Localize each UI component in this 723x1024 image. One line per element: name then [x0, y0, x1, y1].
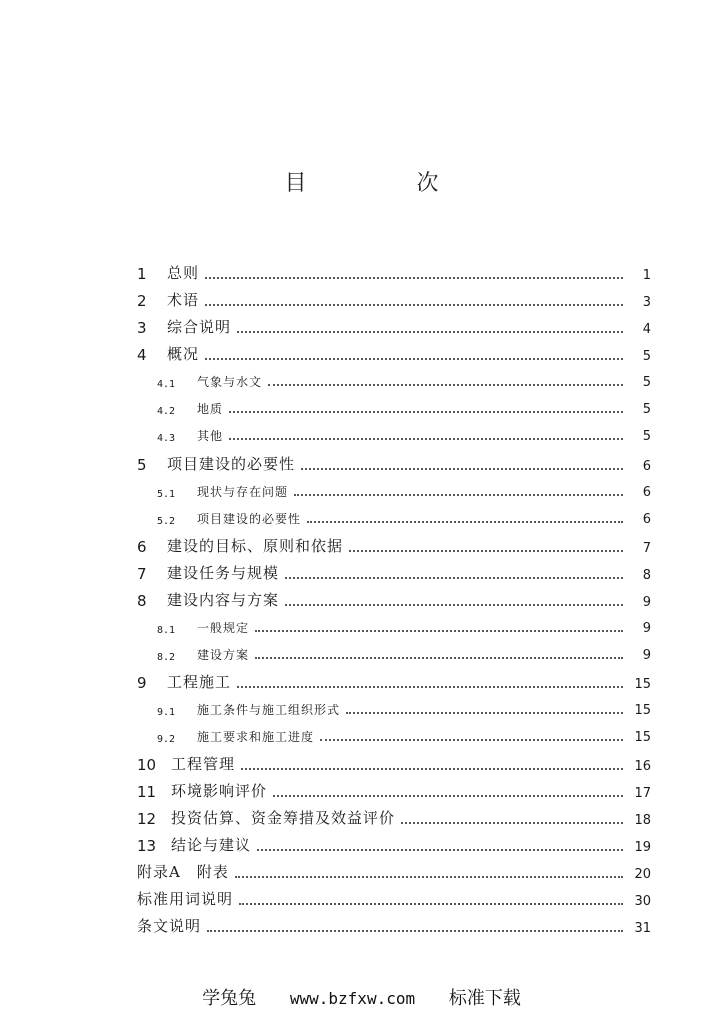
toc-number: 5: [137, 456, 147, 474]
toc-page: 4: [642, 322, 651, 337]
toc-label: 工程施工: [167, 673, 232, 691]
footer-url[interactable]: www.bzfxw.com: [289, 989, 416, 1008]
toc-leader: [257, 848, 623, 851]
toc-number: 4.3: [157, 433, 176, 444]
toc-leader: [273, 794, 623, 797]
toc-label: 综合说明: [167, 318, 232, 336]
toc-page: 18: [634, 813, 651, 828]
toc-entry-explanation[interactable]: [137, 915, 651, 936]
toc-subentry[interactable]: [137, 483, 651, 500]
toc-entry-appendix[interactable]: [137, 861, 651, 882]
toc-page: 1: [642, 268, 651, 283]
footer-slogan: 标准下载: [448, 988, 521, 1009]
toc-label: 建设的目标、原则和依据: [167, 537, 344, 555]
toc-page: 20: [634, 867, 651, 882]
toc-page: 15: [634, 703, 651, 718]
toc-leader: [229, 410, 623, 413]
toc-label: 一般规定: [197, 621, 250, 635]
toc-entry[interactable]: [137, 834, 651, 855]
toc-number: 9: [137, 674, 147, 692]
toc-subentry[interactable]: [137, 510, 651, 527]
toc-label: 概况: [167, 345, 200, 363]
toc-label: 气象与水文: [197, 375, 263, 389]
toc-label: 结论与建议: [171, 836, 252, 854]
toc-page: 16: [634, 759, 651, 774]
page-title: 目 次: [284, 171, 483, 196]
toc-page: 9: [642, 595, 651, 610]
toc-leader: [349, 549, 623, 552]
toc-page: 9: [642, 648, 651, 663]
toc-page: 31: [634, 921, 651, 936]
toc-page: 30: [634, 894, 651, 909]
toc-page: 15: [634, 730, 651, 745]
toc-entry[interactable]: [137, 807, 651, 828]
toc-number: 6: [137, 538, 147, 556]
toc-page: 19: [634, 840, 651, 855]
toc-page: 15: [634, 677, 651, 692]
toc-leader: [255, 656, 623, 659]
toc-label: 附录A 附表: [137, 863, 229, 881]
toc-label: 环境影响评价: [171, 782, 268, 800]
toc-page: 6: [642, 459, 651, 474]
toc-number: 9.2: [157, 734, 176, 745]
toc-label: 工程管理: [171, 755, 236, 773]
toc-entry[interactable]: [137, 780, 651, 801]
toc-label: 建设内容与方案: [167, 591, 280, 609]
toc-number: 9.1: [157, 707, 176, 718]
toc-leader: [301, 467, 623, 470]
toc-subentry[interactable]: [137, 646, 651, 663]
toc-number: 8: [137, 592, 147, 610]
toc-label: 施工条件与施工组织形式: [197, 703, 341, 717]
toc-label: 条文说明: [137, 917, 202, 935]
toc-leader: [205, 303, 623, 306]
toc-leader: [205, 276, 623, 279]
toc-number: 13: [137, 837, 157, 855]
toc-page: 5: [642, 429, 651, 444]
toc-number: 1: [137, 265, 147, 283]
toc-subentry[interactable]: [137, 619, 651, 636]
toc-label: 项目建设的必要性: [167, 455, 296, 473]
toc-page: 6: [642, 512, 651, 527]
toc-number: 2: [137, 292, 147, 310]
toc-leader: [237, 330, 623, 333]
toc-leader: [241, 767, 623, 770]
toc-label: 地质: [197, 402, 224, 416]
toc-leader: [205, 357, 623, 360]
toc-subentry[interactable]: [137, 728, 651, 745]
toc-entry[interactable]: [137, 753, 651, 774]
toc-leader: [285, 576, 623, 579]
toc-number: 3: [137, 319, 147, 337]
toc-label: 其他: [197, 429, 224, 443]
toc-leader: [401, 821, 623, 824]
toc-page: 3: [642, 295, 651, 310]
toc-label: 术语: [167, 291, 200, 309]
toc-page: 17: [634, 786, 651, 801]
toc-page: 6: [642, 485, 651, 500]
toc-label: 投资估算、资金筹措及效益评价: [171, 809, 396, 827]
toc-subentry[interactable]: [137, 400, 651, 417]
toc-leader: [346, 711, 623, 714]
toc-entry[interactable]: [137, 562, 651, 583]
footer-site-name: 学兔兔: [202, 988, 257, 1009]
toc-entry[interactable]: [137, 589, 651, 610]
toc-entry[interactable]: [137, 262, 651, 283]
toc-number: 5.2: [157, 516, 176, 527]
toc-leader: [294, 493, 623, 496]
toc-number: 11: [137, 783, 157, 801]
toc-label: 现状与存在问题: [197, 485, 289, 499]
toc-entry[interactable]: [137, 453, 651, 474]
toc-number: 7: [137, 565, 147, 583]
toc-leader: [207, 929, 623, 932]
toc-leader: [307, 520, 623, 523]
toc-label: 施工要求和施工进度: [197, 730, 315, 744]
toc-page: 5: [642, 375, 651, 390]
toc-leader: [320, 738, 623, 741]
toc-label: 建设任务与规模: [167, 564, 280, 582]
toc-label: 建设方案: [197, 648, 250, 662]
toc-number: 4: [137, 346, 147, 364]
toc-number: 4.1: [157, 379, 176, 390]
toc-page: 9: [642, 621, 651, 636]
toc-number: 10: [137, 756, 157, 774]
toc-page: 7: [642, 541, 651, 556]
toc-leader: [229, 437, 623, 440]
toc-entry[interactable]: [137, 343, 651, 364]
toc-entry-terms[interactable]: [137, 888, 651, 909]
toc-number: 8.2: [157, 652, 176, 663]
toc-leader: [237, 685, 623, 688]
toc-page: 5: [642, 402, 651, 417]
toc-subentry[interactable]: [137, 427, 651, 444]
toc-number: 8.1: [157, 625, 176, 636]
toc-entry[interactable]: [137, 289, 651, 310]
toc-subentry[interactable]: [137, 373, 651, 390]
toc-entry[interactable]: [137, 535, 651, 556]
toc-subentry[interactable]: [137, 701, 651, 718]
toc-number: 12: [137, 810, 157, 828]
toc-label: 总则: [167, 264, 200, 282]
toc-label: 项目建设的必要性: [197, 512, 302, 526]
toc-number: 5.1: [157, 489, 176, 500]
toc-leader: [235, 875, 623, 878]
toc-entry[interactable]: [137, 671, 651, 692]
toc-page: 5: [642, 349, 651, 364]
toc-leader: [255, 629, 623, 632]
toc-page: 8: [642, 568, 651, 583]
toc-leader: [268, 383, 623, 386]
toc-entry[interactable]: [137, 316, 651, 337]
toc-leader: [239, 902, 623, 905]
toc-label: 标准用词说明: [137, 890, 234, 908]
toc-leader: [285, 603, 623, 606]
watermark-footer: [0, 984, 723, 1010]
toc-number: 4.2: [157, 406, 176, 417]
